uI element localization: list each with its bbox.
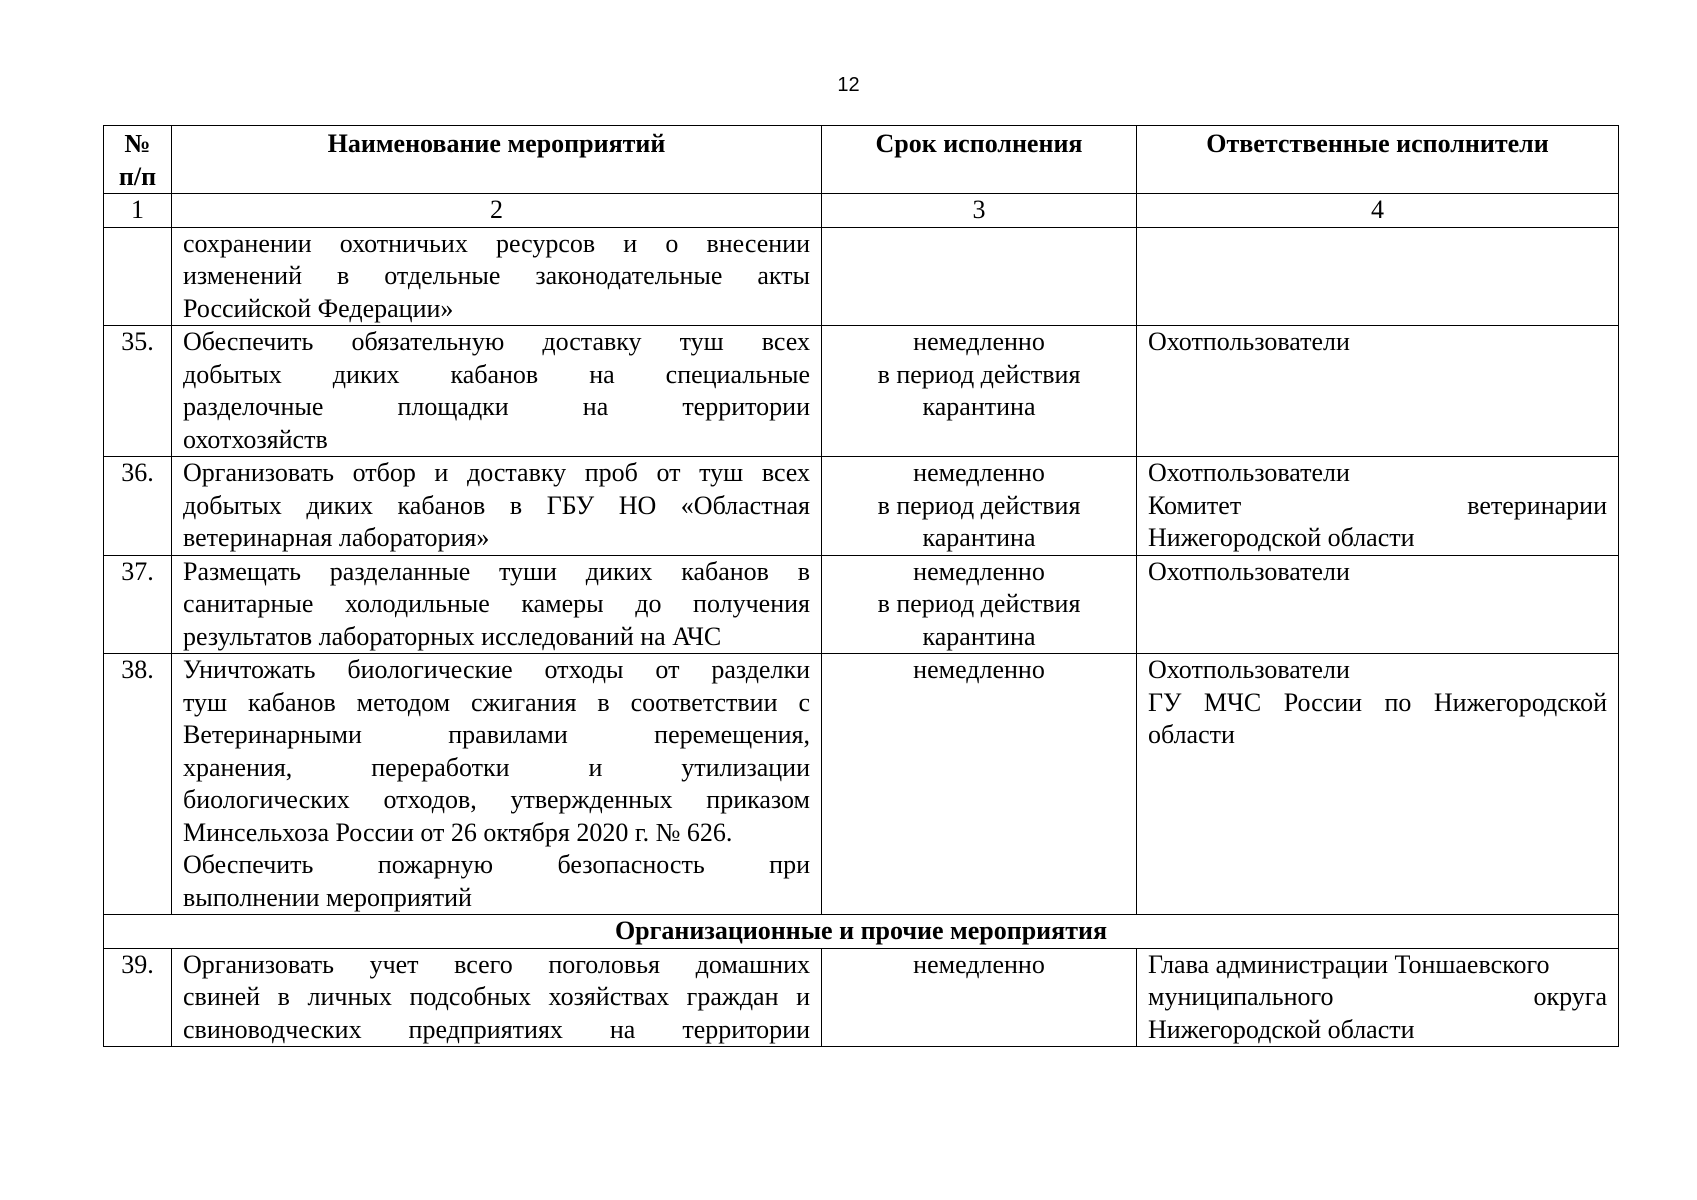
table-row — [104, 654, 1619, 915]
column-number: 4 — [1137, 194, 1619, 228]
table-row — [104, 227, 1619, 326]
measure-name-line: Уничтожать биологические отходы от разделки — [183, 655, 810, 684]
responsible-line: Нижегородской области — [1148, 1014, 1415, 1044]
responsible — [1137, 457, 1619, 556]
responsible-line: Нижегородской области — [1148, 523, 1415, 552]
deadline-line: в период действия — [877, 589, 1081, 618]
measures-table — [103, 125, 1619, 1047]
responsible-line: муниципального округа — [1148, 982, 1607, 1011]
measure-name-line: Размещать разделанные туши диких кабанов в — [183, 556, 810, 586]
deadline — [822, 654, 1137, 915]
measure-name — [172, 948, 822, 1047]
deadline-line: в период действия — [877, 359, 1081, 389]
responsible-line: Охотпользователи — [1148, 458, 1350, 487]
deadline-line: немедленно — [913, 655, 1045, 684]
deadline — [822, 555, 1137, 654]
responsible-line: ГУ МЧС России по Нижегородской — [1148, 687, 1607, 717]
measure-name-line: добытых диких кабанов на специальные — [183, 359, 810, 389]
column-number: 2 — [172, 194, 822, 228]
column-number: 1 — [104, 194, 172, 228]
measure-name-line: изменений в отдельные законодательные акты — [183, 261, 810, 290]
row-number — [104, 227, 172, 326]
measure-name-line: свиноводческих предприятиях на территории — [183, 1014, 810, 1044]
header-term: Срок исполнения — [822, 126, 1137, 194]
deadline-line: немедленно — [913, 327, 1045, 356]
responsible — [1137, 948, 1619, 1047]
deadline — [822, 948, 1137, 1047]
measure-name-line: Ветеринарными правилами перемещения, — [183, 720, 810, 749]
section-row — [104, 915, 1619, 949]
header-number-line1: № — [124, 129, 151, 158]
measure-name-line: сохранении охотничьих ресурсов и о внесении — [183, 228, 810, 258]
row-number: 39. — [104, 948, 172, 1047]
responsible — [1137, 555, 1619, 654]
header-number-line2: п/п — [118, 161, 157, 191]
table-row — [104, 457, 1619, 556]
responsible-line: области — [1148, 720, 1235, 749]
row-number: 36. — [104, 457, 172, 556]
deadline — [822, 457, 1137, 556]
measure-name-line: выполнении мероприятий — [183, 882, 472, 912]
row-number: 35. — [104, 326, 172, 457]
section-title: Организационные и прочие мероприятия — [104, 915, 1619, 949]
deadline-line: немедленно — [913, 949, 1045, 979]
measure-name-line: биологических отходов, утвержденных приказом — [183, 785, 810, 814]
measure-name-line: добытых диких кабанов в ГБУ НО «Областная — [183, 490, 810, 520]
measure-name — [172, 555, 822, 654]
table-body-after — [104, 948, 1619, 1047]
measure-name-line: Обеспечить пожарную безопасность при — [183, 850, 810, 879]
measure-name-line: охотхозяйств — [183, 424, 328, 454]
column-number-row — [104, 194, 1619, 228]
responsible-line: Охотпользователи — [1148, 327, 1350, 356]
measure-name-line: свиней в личных подсобных хозяйствах граждан и — [183, 982, 810, 1011]
measure-name-line: Организовать учет всего поголовья домашних — [183, 949, 810, 979]
measure-name — [172, 654, 822, 915]
responsible-line: Охотпользователи — [1148, 655, 1350, 684]
deadline-line: карантина — [922, 523, 1036, 552]
table-body — [104, 227, 1619, 915]
measure-name-line: санитарные холодильные камеры до получения — [183, 589, 810, 618]
responsible-line: Охотпользователи — [1148, 556, 1350, 586]
responsible — [1137, 326, 1619, 457]
deadline — [822, 227, 1137, 326]
row-number: 37. — [104, 555, 172, 654]
measure-name-line: Минсельхоза России от 26 октября 2020 г. № 626. — [183, 817, 733, 847]
responsible — [1137, 227, 1619, 326]
table-row — [104, 555, 1619, 654]
measure-name-line: хранения, переработки и утилизации — [183, 752, 810, 782]
deadline-line: немедленно — [913, 556, 1045, 586]
responsible — [1137, 654, 1619, 915]
header-responsible: Ответственные исполнители — [1137, 126, 1619, 194]
deadline-line: карантина — [922, 621, 1036, 651]
table-header-row — [104, 126, 1619, 194]
measure-name-line: Обеспечить обязательную доставку туш всех — [183, 327, 810, 356]
measure-name-line: Организовать отбор и доставку проб от туш всех — [183, 458, 810, 487]
measure-name-line: туш кабанов методом сжигания в соответствии с — [183, 687, 810, 717]
deadline-line: карантина — [922, 392, 1036, 421]
deadline-line: немедленно — [913, 458, 1045, 487]
measure-name — [172, 457, 822, 556]
header-number — [104, 126, 172, 194]
row-number: 38. — [104, 654, 172, 915]
measure-name — [172, 227, 822, 326]
page-number: 12 — [837, 74, 860, 96]
column-number: 3 — [822, 194, 1137, 228]
table-row — [104, 948, 1619, 1047]
header-name: Наименование мероприятий — [172, 126, 822, 194]
table-row — [104, 326, 1619, 457]
deadline-line: в период действия — [877, 490, 1081, 520]
measure-name-line: ветеринарная лаборатория» — [183, 523, 490, 552]
measure-name-line: разделочные площадки на территории — [183, 392, 810, 421]
measure-name-line: результатов лабораторных исследований на АЧС — [183, 621, 722, 651]
responsible-line: Глава администрации Тоншаевского — [1148, 949, 1550, 979]
responsible-line: Комитет ветеринарии — [1148, 490, 1607, 520]
measure-name — [172, 326, 822, 457]
measure-name-line: Российской Федерации» — [183, 293, 454, 323]
deadline — [822, 326, 1137, 457]
